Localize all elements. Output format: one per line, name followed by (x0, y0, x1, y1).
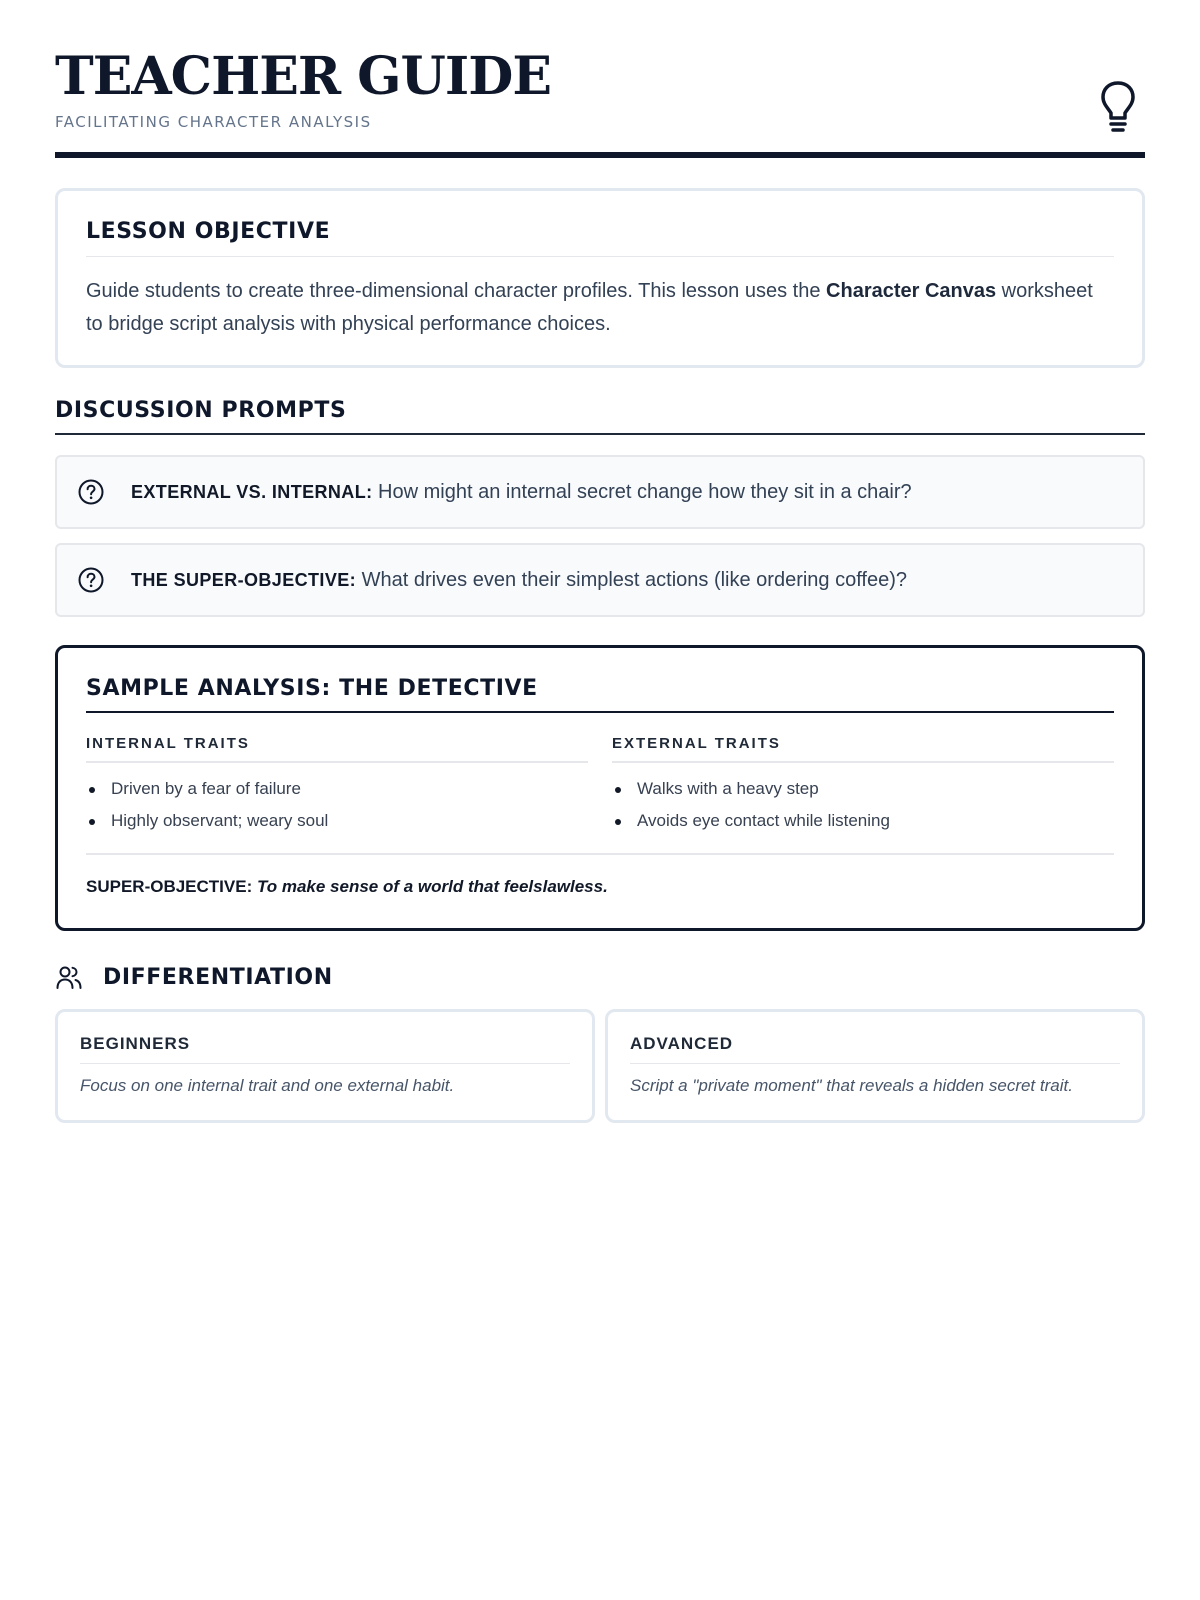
prompt-item (55, 543, 1145, 617)
users-icon (55, 963, 83, 991)
beginners-card (55, 1009, 595, 1123)
traits-columns (86, 735, 1114, 837)
external-traits-list (612, 773, 1114, 837)
discussion-prompts-heading: DISCUSSION PROMPTS (55, 398, 1145, 435)
super-objective-value: To make sense of a world that feelslawless. (256, 877, 608, 896)
list-item: Avoids eye contact while listening (612, 805, 1114, 837)
objective-highlight: Character Canvas (826, 280, 997, 302)
question-circle-icon (77, 566, 105, 594)
sample-analysis-heading: SAMPLE ANALYSIS: THE DETECTIVE (86, 676, 1114, 713)
lightbulb-icon (1099, 80, 1137, 134)
internal-traits-heading: INTERNAL TRAITS (86, 735, 588, 763)
question-circle-icon (77, 478, 105, 506)
differentiation-cards (55, 1009, 1145, 1123)
list-item: Walks with a heavy step (612, 773, 1114, 805)
prompt-question: How might an internal secret change how they sit in a chair? (372, 480, 912, 503)
lesson-objective-card (55, 188, 1145, 368)
advanced-title: ADVANCED (630, 1034, 1120, 1064)
external-traits-column (612, 735, 1114, 837)
list-item: Highly observant; weary soul (86, 805, 588, 837)
prompt-label: THE SUPER-OBJECTIVE: (131, 569, 357, 590)
external-traits-heading: EXTERNAL TRAITS (612, 735, 1114, 763)
prompt-text (131, 569, 907, 592)
internal-traits-list (86, 773, 588, 837)
page-title: TEACHER GUIDE (55, 46, 551, 107)
beginners-title: BEGINNERS (80, 1034, 570, 1064)
super-objective (86, 853, 1114, 897)
prompt-label: EXTERNAL VS. INTERNAL: (131, 481, 373, 502)
differentiation-header (55, 963, 1145, 991)
list-item: Driven by a fear of failure (86, 773, 588, 805)
super-objective-label: SUPER-OBJECTIVE: (86, 877, 253, 896)
beginners-text: Focus on one internal trait and one external habit. (80, 1076, 455, 1095)
objective-text-after: worksheet to bridge script analysis with physical performance choices. (86, 280, 1093, 335)
page-subtitle: FACILITATING CHARACTER ANALYSIS (55, 112, 372, 131)
advanced-card (605, 1009, 1145, 1123)
prompt-text (131, 481, 912, 504)
internal-traits-column (86, 735, 588, 837)
page-header (55, 0, 1145, 158)
prompt-question: What drives even their simplest actions (like ordering coffee)? (356, 568, 908, 591)
sample-analysis-card (55, 645, 1145, 931)
lesson-objective-text (86, 275, 1114, 341)
advanced-text: Script a "private moment" that reveals a hidden secret trait. (630, 1076, 1073, 1095)
lesson-objective-heading: LESSON OBJECTIVE (86, 219, 1114, 257)
differentiation-heading: DIFFERENTIATION (103, 964, 333, 990)
objective-text-before: Guide students to create three-dimensional character profiles. This lesson uses the (86, 280, 827, 302)
prompt-item (55, 455, 1145, 529)
